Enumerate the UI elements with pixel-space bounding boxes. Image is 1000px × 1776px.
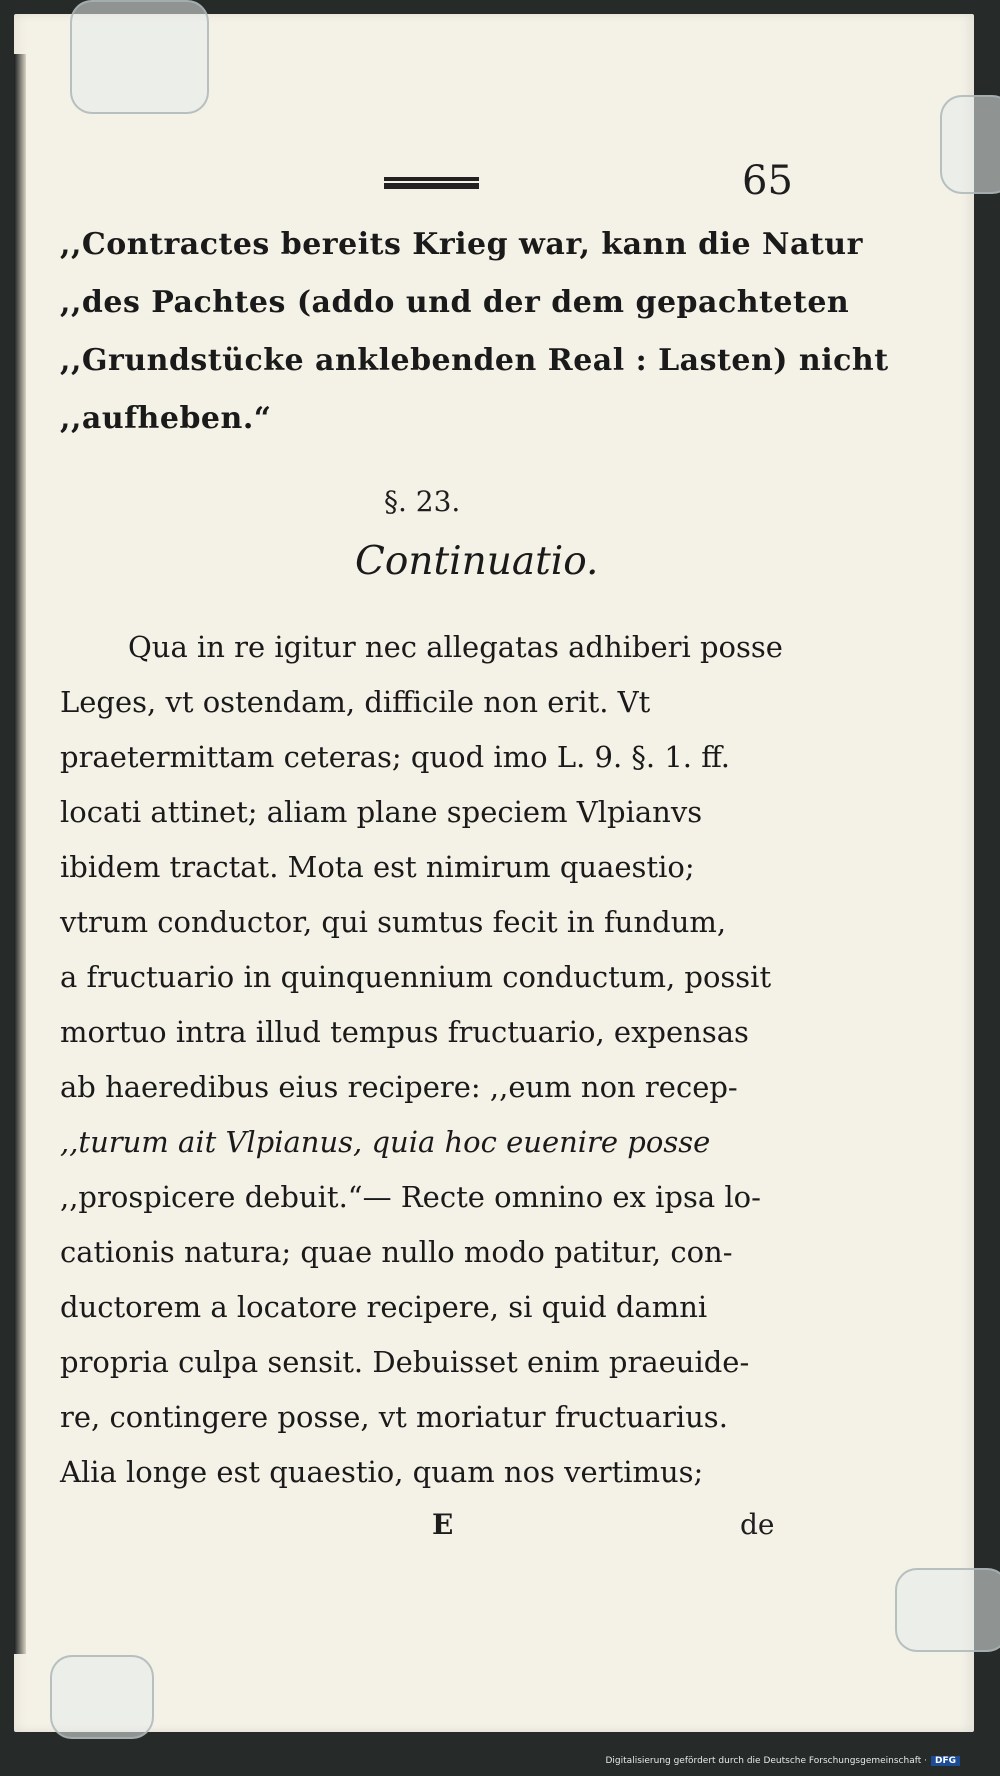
body-line-5: ibidem tractat. Mota est nimirum quaestio; — [60, 850, 695, 884]
body-line-2: Leges, vt ostendam, difficile non erit. Vt — [60, 685, 651, 719]
body-line-12: cationis natura; quae nullo modo patitur, con- — [60, 1235, 733, 1269]
glass-clip-bottom-right — [895, 1568, 1000, 1652]
glass-clip-top-right — [940, 95, 1000, 194]
page-number: 65 — [742, 158, 793, 204]
dfg-logo: DFG — [931, 1756, 960, 1766]
section-title: Continuatio. — [355, 539, 599, 584]
glass-clip-bottom-left — [50, 1655, 154, 1739]
body-line-6: vtrum conductor, qui sumtus fecit in fundum, — [60, 905, 727, 939]
page-binding-edge — [14, 54, 26, 1654]
body-line-10: ,,turum ait Vlpianus, quia hoc euenire posse — [60, 1125, 711, 1159]
body-line-14: propria culpa sensit. Debuisset enim praeuide- — [60, 1345, 750, 1379]
catchword: de — [740, 1508, 775, 1541]
body-line-16: Alia longe est quaestio, quam nos vertimus; — [60, 1455, 704, 1489]
body-line-8: mortuo intra illud tempus fructuario, expensas — [60, 1015, 749, 1049]
quote-line-1: ,,Contractes bereits Krieg war, kann die Natur — [60, 227, 863, 262]
body-line-7: a fructuario in quinquennium conductum, possit — [60, 960, 772, 994]
quote-line-3: ,,Grundstücke anklebenden Real : Lasten) nicht — [60, 343, 889, 378]
quote-line-4: ,,aufheben.“ — [60, 401, 272, 436]
header-rule — [384, 177, 479, 189]
body-line-3: praetermittam ceteras; quod imo L. 9. §. 1. ff. — [60, 740, 731, 774]
body-line-4: locati attinet; aliam plane speciem Vlpianvs — [60, 795, 703, 829]
body-line-13: ductorem a locatore recipere, si quid damni — [60, 1290, 708, 1324]
body-line-1: Qua in re igitur nec allegatas adhiberi posse — [128, 630, 783, 664]
body-line-9: ab haeredibus eius recipere: ,,eum non recep- — [60, 1070, 738, 1104]
digitization-credit — [606, 1756, 961, 1766]
credit-text: Digitalisierung gefördert durch die Deutsche Forschungsgemeinschaft · — [605, 1756, 927, 1766]
glass-clip-top-left — [70, 0, 209, 114]
body-line-11: ,,prospicere debuit.“— Recte omnino ex ipsa lo- — [60, 1180, 761, 1214]
section-number: §. 23. — [384, 485, 461, 518]
body-line-15: re, contingere posse, vt moriatur fructuarius. — [60, 1400, 728, 1434]
signature-mark: E — [432, 1508, 454, 1541]
quote-line-2: ,,des Pachtes (addo und der dem gepachteten — [60, 285, 850, 320]
